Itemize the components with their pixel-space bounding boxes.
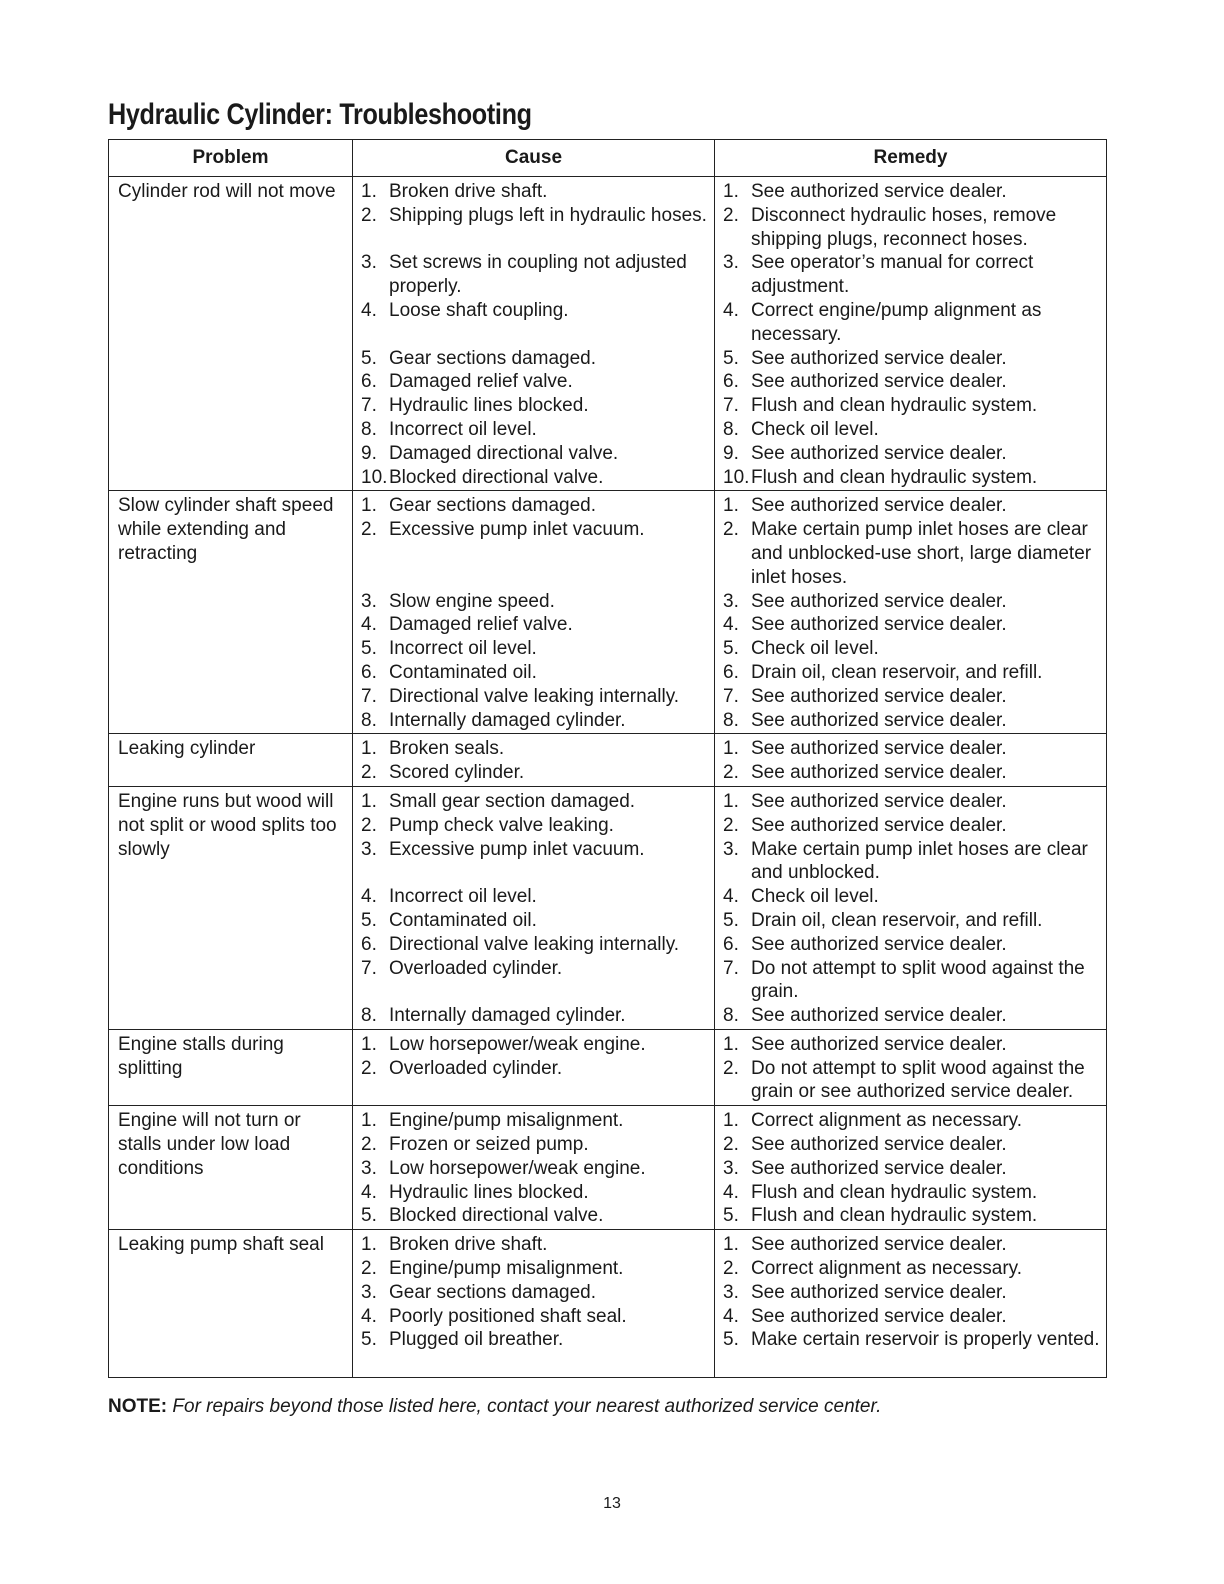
table-row <box>109 1106 1107 1230</box>
remedy-text: See authorized service dealer. <box>751 738 1007 760</box>
remedy-number: 7. <box>723 395 739 417</box>
remedy-text: Check oil level. <box>751 638 879 660</box>
remedy-text: See authorized service dealer. <box>751 933 1007 955</box>
remedy-item <box>715 709 1106 733</box>
cause-item <box>353 685 714 709</box>
cause-text: Damaged directional valve. <box>389 442 619 464</box>
cause-text: Engine/pump misalignment. <box>389 1110 624 1132</box>
cause-item <box>353 661 714 685</box>
remedy-text: See authorized service dealer. <box>751 790 1007 812</box>
cause-item <box>353 1157 714 1181</box>
remedy-text: Do not attempt to split wood against the grain or see authorized service dealer. <box>751 1057 1085 1103</box>
cause-cell <box>353 1029 715 1105</box>
cause-text: Gear sections damaged. <box>389 1281 597 1303</box>
cause-item <box>353 1281 714 1305</box>
cause-text: Overloaded cylinder. <box>389 1057 563 1079</box>
cause-number: 7. <box>361 957 377 979</box>
remedy-number: 1. <box>723 738 739 760</box>
problem-cell: Slow cylinder shaft speed while extending and retracting <box>109 491 353 734</box>
cause-text: Internally damaged cylinder. <box>389 1005 626 1027</box>
remedy-item <box>715 204 1106 252</box>
cause-text: Incorrect oil level. <box>389 418 537 440</box>
cause-item <box>353 1133 714 1157</box>
cause-cell <box>353 491 715 734</box>
cause-number: 5. <box>361 1205 377 1227</box>
remedy-number: 6. <box>723 661 739 683</box>
remedy-number: 8. <box>723 418 739 440</box>
cause-number: 2. <box>361 814 377 836</box>
cause-item <box>353 466 714 490</box>
table-row <box>109 786 1107 1029</box>
cause-number: 2. <box>361 1258 377 1280</box>
cause-text: Shipping plugs left in hydraulic hoses. <box>389 204 707 226</box>
cause-item <box>353 1181 714 1205</box>
remedy-item <box>715 1233 1106 1257</box>
cause-text: Slow engine speed. <box>389 590 555 612</box>
cause-text: Low horsepower/weak engine. <box>389 1157 646 1179</box>
remedy-item <box>715 1204 1106 1228</box>
cause-number: 1. <box>361 181 377 202</box>
cause-item <box>353 709 714 733</box>
remedy-item <box>715 370 1106 394</box>
remedy-text: Make certain pump inlet hoses are clear and unblocked-use short, large diameter inlet hoses. <box>751 519 1092 588</box>
remedy-item <box>715 1133 1106 1157</box>
remedy-item <box>715 790 1106 814</box>
remedy-text: See authorized service dealer. <box>751 181 1007 202</box>
cause-number: 2. <box>361 519 377 541</box>
remedy-number: 2. <box>723 762 739 784</box>
remedy-number: 2. <box>723 1134 739 1156</box>
remedy-text: Drain oil, clean reservoir, and refill. <box>751 661 1043 683</box>
remedy-text: See authorized service dealer. <box>751 1134 1007 1156</box>
remedy-number: 4. <box>723 1305 739 1327</box>
cause-text: Broken seals. <box>389 738 505 760</box>
remedy-number: 1. <box>723 1234 739 1256</box>
cause-number: 7. <box>361 395 377 417</box>
cause-text: Pump check valve leaking. <box>389 814 614 836</box>
page-number: 13 <box>603 1495 621 1512</box>
remedy-number: 5. <box>723 638 739 660</box>
cause-number: 6. <box>361 933 377 955</box>
cause-item <box>353 347 714 371</box>
remedy-item <box>715 814 1106 838</box>
remedy-text: Disconnect hydraulic hoses, remove shipping plugs, reconnect hoses. <box>751 204 1057 250</box>
cause-cell <box>353 1106 715 1230</box>
remedy-item <box>715 518 1106 589</box>
cause-number: 8. <box>361 1005 377 1027</box>
remedy-number: 1. <box>723 181 739 202</box>
cause-number: 6. <box>361 371 377 393</box>
remedy-number: 2. <box>723 1057 739 1079</box>
remedy-item <box>715 1181 1106 1205</box>
problem-cell: Cylinder rod will not move <box>109 177 353 491</box>
cause-item <box>353 1233 714 1257</box>
cause-item <box>353 1305 714 1329</box>
cause-item <box>353 1328 714 1352</box>
cause-item <box>353 838 714 886</box>
remedy-text: See operator’s manual for correct adjustment. <box>751 252 1034 298</box>
remedy-number: 5. <box>723 909 739 931</box>
cause-cell <box>353 786 715 1029</box>
cause-item <box>353 1004 714 1028</box>
remedy-number: 8. <box>723 709 739 731</box>
cause-text: Blocked directional valve. <box>389 466 604 488</box>
remedy-number: 4. <box>723 886 739 908</box>
remedy-number: 5. <box>723 347 739 369</box>
remedy-item <box>715 685 1106 709</box>
cause-item <box>353 909 714 933</box>
cause-header: Cause <box>353 140 715 177</box>
remedy-cell <box>715 1106 1107 1230</box>
cause-text: Contaminated oil. <box>389 661 537 683</box>
cause-item <box>353 418 714 442</box>
remedy-item <box>715 299 1106 347</box>
cause-item <box>353 761 714 785</box>
cause-number: 3. <box>361 252 377 274</box>
cause-number: 10. <box>361 466 388 488</box>
remedy-cell <box>715 491 1107 734</box>
note <box>108 1396 881 1418</box>
remedy-number: 1. <box>723 1110 739 1132</box>
remedy-number: 8. <box>723 1005 739 1027</box>
cause-number: 1. <box>361 495 377 517</box>
cause-item <box>353 394 714 418</box>
cause-item <box>353 1109 714 1133</box>
cause-cell <box>353 1230 715 1378</box>
cause-item <box>353 814 714 838</box>
cause-number: 2. <box>361 204 377 226</box>
cause-item <box>353 737 714 761</box>
remedy-item <box>715 442 1106 466</box>
cause-cell <box>353 177 715 491</box>
cause-item <box>353 442 714 466</box>
remedy-number: 5. <box>723 1329 739 1351</box>
remedy-item <box>715 418 1106 442</box>
remedy-item <box>715 1257 1106 1281</box>
cause-number: 5. <box>361 638 377 660</box>
remedy-text: Check oil level. <box>751 418 879 440</box>
cause-text: Internally damaged cylinder. <box>389 709 626 731</box>
remedy-number: 9. <box>723 442 739 464</box>
remedy-text: Flush and clean hydraulic system. <box>751 395 1038 417</box>
cause-number: 1. <box>361 790 377 812</box>
cause-text: Overloaded cylinder. <box>389 957 563 979</box>
cause-item <box>353 299 714 347</box>
remedy-text: See authorized service dealer. <box>751 347 1007 369</box>
problem-cell: Leaking pump shaft seal <box>109 1230 353 1378</box>
remedy-item <box>715 613 1106 637</box>
cause-number: 2. <box>361 762 377 784</box>
remedy-text: See authorized service dealer. <box>751 762 1007 784</box>
note-text: For repairs beyond those listed here, contact your nearest authorized service center. <box>172 1396 882 1417</box>
cause-number: 9. <box>361 442 377 464</box>
page-title: Hydraulic Cylinder: Troubleshooting <box>108 98 532 131</box>
cause-text: Directional valve leaking internally. <box>389 685 680 707</box>
cause-text: Hydraulic lines blocked. <box>389 1181 589 1203</box>
cause-text: Incorrect oil level. <box>389 638 537 660</box>
cause-item <box>353 590 714 614</box>
cause-number: 1. <box>361 1033 377 1055</box>
remedy-text: See authorized service dealer. <box>751 1281 1007 1303</box>
table-body <box>109 177 1107 1378</box>
remedy-number: 7. <box>723 685 739 707</box>
cause-item <box>353 1204 714 1228</box>
cause-number: 5. <box>361 909 377 931</box>
remedy-number: 4. <box>723 299 739 321</box>
remedy-item <box>715 251 1106 299</box>
cause-number: 4. <box>361 1181 377 1203</box>
cause-number: 4. <box>361 299 377 321</box>
remedy-item <box>715 1109 1106 1133</box>
cause-number: 7. <box>361 685 377 707</box>
remedy-cell <box>715 1029 1107 1105</box>
remedy-item <box>715 637 1106 661</box>
cause-number: 3. <box>361 590 377 612</box>
remedy-text: See authorized service dealer. <box>751 685 1007 707</box>
remedy-number: 3. <box>723 838 739 860</box>
cause-number: 4. <box>361 614 377 636</box>
remedy-item <box>715 661 1106 685</box>
remedy-number: 2. <box>723 519 739 541</box>
table-row <box>109 1230 1107 1378</box>
cause-item <box>353 518 714 589</box>
cause-item <box>353 204 714 252</box>
remedy-text: Flush and clean hydraulic system. <box>751 1205 1038 1227</box>
cause-item <box>353 180 714 204</box>
cause-text: Gear sections damaged. <box>389 347 597 369</box>
remedy-number: 1. <box>723 1033 739 1055</box>
remedy-number: 3. <box>723 590 739 612</box>
remedy-text: Flush and clean hydraulic system. <box>751 466 1038 488</box>
cause-text: Engine/pump misalignment. <box>389 1258 624 1280</box>
cause-text: Damaged relief valve. <box>389 371 573 393</box>
cause-number: 1. <box>361 738 377 760</box>
cause-text: Small gear section damaged. <box>389 790 636 812</box>
remedy-text: Do not attempt to split wood against the grain. <box>751 957 1085 1003</box>
remedy-number: 1. <box>723 495 739 517</box>
remedy-text: See authorized service dealer. <box>751 1234 1007 1256</box>
remedy-item <box>715 466 1106 490</box>
cause-text: Plugged oil breather. <box>389 1329 564 1351</box>
remedy-item <box>715 737 1106 761</box>
remedy-item <box>715 1305 1106 1329</box>
remedy-number: 3. <box>723 1281 739 1303</box>
remedy-cell <box>715 177 1107 491</box>
remedy-number: 4. <box>723 614 739 636</box>
cause-item <box>353 251 714 299</box>
remedy-item <box>715 761 1106 785</box>
cause-text: Hydraulic lines blocked. <box>389 395 589 417</box>
cause-text: Directional valve leaking internally. <box>389 933 680 955</box>
cause-item <box>353 957 714 1005</box>
cause-text: Contaminated oil. <box>389 909 537 931</box>
cause-text: Incorrect oil level. <box>389 886 537 908</box>
cause-text: Low horsepower/weak engine. <box>389 1033 646 1055</box>
cause-number: 3. <box>361 1281 377 1303</box>
cause-item <box>353 1033 714 1057</box>
remedy-item <box>715 394 1106 418</box>
cause-item <box>353 885 714 909</box>
remedy-number: 6. <box>723 371 739 393</box>
cause-number: 3. <box>361 838 377 860</box>
remedy-item <box>715 1328 1106 1376</box>
remedy-number: 2. <box>723 204 739 226</box>
remedy-number: 10. <box>723 466 750 488</box>
remedy-text: See authorized service dealer. <box>751 371 1007 393</box>
remedy-item <box>715 1157 1106 1181</box>
cause-item <box>353 370 714 394</box>
cause-text: Broken drive shaft. <box>389 181 548 202</box>
remedy-item <box>715 347 1106 371</box>
remedy-text: Check oil level. <box>751 886 879 908</box>
cause-text: Poorly positioned shaft seal. <box>389 1305 627 1327</box>
cause-number: 5. <box>361 347 377 369</box>
remedy-text: See authorized service dealer. <box>751 442 1007 464</box>
remedy-number: 2. <box>723 1258 739 1280</box>
remedy-text: See authorized service dealer. <box>751 590 1007 612</box>
remedy-item <box>715 1057 1106 1105</box>
remedy-text: Correct alignment as necessary. <box>751 1110 1023 1132</box>
remedy-item <box>715 180 1106 204</box>
table-row <box>109 491 1107 734</box>
troubleshooting-table <box>108 139 1107 1378</box>
problem-cell: Engine will not turn or stalls under low load conditions <box>109 1106 353 1230</box>
remedy-text: See authorized service dealer. <box>751 614 1007 636</box>
cause-number: 8. <box>361 709 377 731</box>
problem-cell: Leaking cylinder <box>109 734 353 787</box>
cause-text: Broken drive shaft. <box>389 1234 548 1256</box>
remedy-item <box>715 1281 1106 1305</box>
remedy-text: Make certain pump inlet hoses are clear and unblocked. <box>751 838 1088 884</box>
cause-text: Blocked directional valve. <box>389 1205 604 1227</box>
cause-item <box>353 790 714 814</box>
cause-item <box>353 1057 714 1081</box>
remedy-cell <box>715 1230 1107 1378</box>
cause-text: Frozen or seized pump. <box>389 1134 589 1156</box>
cause-number: 1. <box>361 1234 377 1256</box>
table-header-row <box>109 140 1107 177</box>
remedy-text: Drain oil, clean reservoir, and refill. <box>751 909 1043 931</box>
cause-cell <box>353 734 715 787</box>
cause-text: Set screws in coupling not adjusted properly. <box>389 252 687 298</box>
remedy-text: See authorized service dealer. <box>751 1005 1007 1027</box>
cause-text: Excessive pump inlet vacuum. <box>389 838 645 860</box>
remedy-text: Flush and clean hydraulic system. <box>751 1181 1038 1203</box>
cause-number: 1. <box>361 1110 377 1132</box>
remedy-text: Make certain reservoir is properly vented. <box>751 1329 1100 1351</box>
cause-number: 5. <box>361 1329 377 1351</box>
cause-number: 4. <box>361 886 377 908</box>
table-row <box>109 1029 1107 1105</box>
cause-number: 2. <box>361 1057 377 1079</box>
cause-text: Damaged relief valve. <box>389 614 573 636</box>
remedy-item <box>715 494 1106 518</box>
remedy-number: 1. <box>723 790 739 812</box>
cause-number: 6. <box>361 661 377 683</box>
cause-number: 2. <box>361 1134 377 1156</box>
remedy-number: 7. <box>723 957 739 979</box>
cause-item <box>353 933 714 957</box>
remedy-number: 2. <box>723 814 739 836</box>
note-label: NOTE: <box>108 1396 168 1417</box>
remedy-item <box>715 590 1106 614</box>
remedy-text: See authorized service dealer. <box>751 1033 1007 1055</box>
problem-cell: Engine stalls during splitting <box>109 1029 353 1105</box>
remedy-item <box>715 933 1106 957</box>
remedy-item <box>715 838 1106 886</box>
remedy-item <box>715 957 1106 1005</box>
remedy-text: See authorized service dealer. <box>751 814 1007 836</box>
remedy-text: Correct engine/pump alignment as necessary. <box>751 299 1042 345</box>
cause-number: 8. <box>361 418 377 440</box>
remedy-text: See authorized service dealer. <box>751 495 1007 517</box>
cause-item <box>353 637 714 661</box>
remedy-text: See authorized service dealer. <box>751 1305 1007 1327</box>
remedy-number: 5. <box>723 1205 739 1227</box>
cause-text: Gear sections damaged. <box>389 495 597 517</box>
table-row <box>109 177 1107 491</box>
cause-text: Loose shaft coupling. <box>389 299 569 321</box>
cause-item <box>353 494 714 518</box>
remedy-item <box>715 1004 1106 1028</box>
remedy-text: Correct alignment as necessary. <box>751 1258 1023 1280</box>
cause-item <box>353 1257 714 1281</box>
problem-header: Problem <box>109 140 353 177</box>
remedy-cell <box>715 786 1107 1029</box>
cause-number: 3. <box>361 1157 377 1179</box>
remedy-text: See authorized service dealer. <box>751 1157 1007 1179</box>
remedy-number: 6. <box>723 933 739 955</box>
remedy-text: See authorized service dealer. <box>751 709 1007 731</box>
remedy-number: 3. <box>723 1157 739 1179</box>
cause-text: Excessive pump inlet vacuum. <box>389 519 645 541</box>
remedy-item <box>715 885 1106 909</box>
remedy-number: 3. <box>723 252 739 274</box>
remedy-number: 4. <box>723 1181 739 1203</box>
remedy-item <box>715 1033 1106 1057</box>
remedy-cell <box>715 734 1107 787</box>
cause-item <box>353 613 714 637</box>
table-row <box>109 734 1107 787</box>
cause-number: 4. <box>361 1305 377 1327</box>
problem-cell: Engine runs but wood will not split or wood splits too slowly <box>109 786 353 1029</box>
remedy-item <box>715 909 1106 933</box>
remedy-header: Remedy <box>715 140 1107 177</box>
cause-text: Scored cylinder. <box>389 762 525 784</box>
